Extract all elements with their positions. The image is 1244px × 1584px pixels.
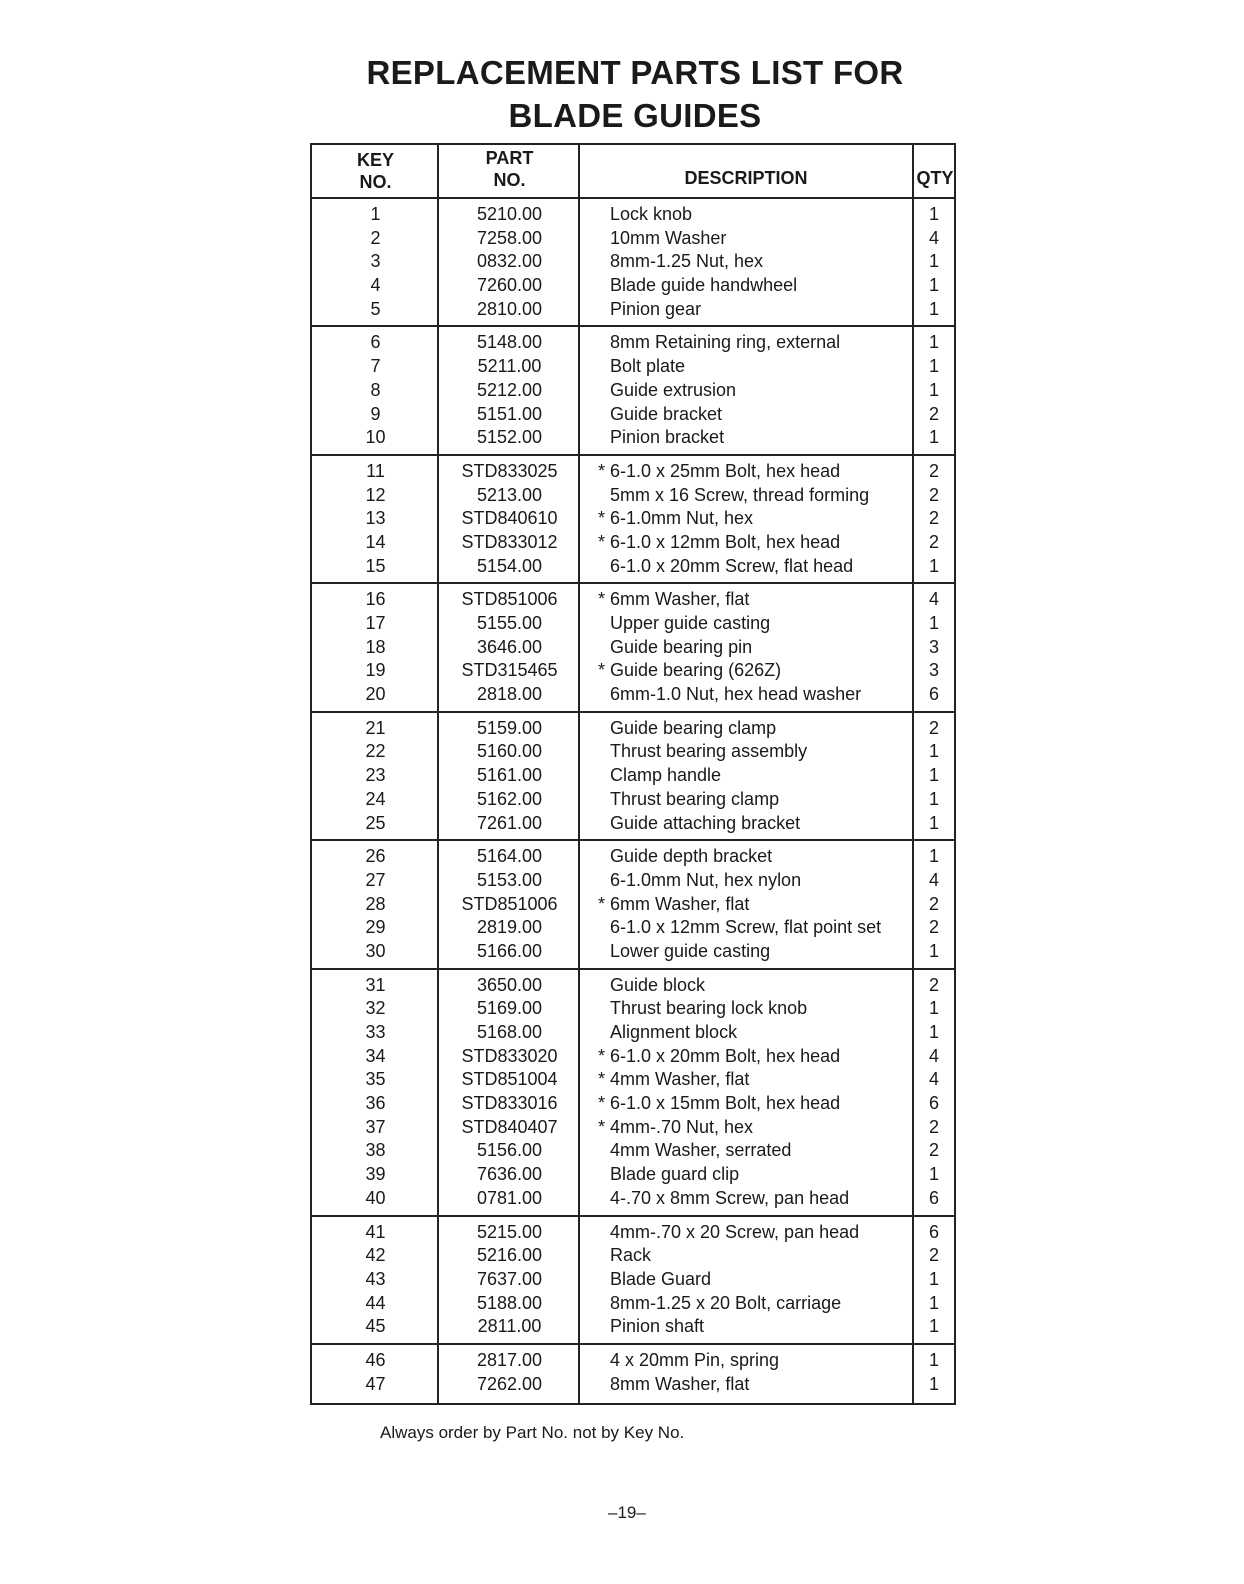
key-no: 12 — [365, 484, 386, 505]
quantity: 6 — [928, 684, 939, 705]
description: 6mm-1.0 Nut, hex head washer — [610, 684, 862, 705]
key-no: 36 — [365, 1093, 386, 1114]
part-no: 5152.00 — [476, 427, 543, 448]
quantity: 1 — [928, 379, 939, 400]
header-part-line2: NO. — [493, 170, 526, 190]
quantity: 2 — [928, 531, 939, 552]
table-row — [312, 940, 954, 964]
table-row — [312, 588, 954, 612]
table-row — [312, 1244, 954, 1268]
part-no: 2817.00 — [476, 1349, 543, 1370]
description: Rack — [610, 1245, 652, 1266]
replacement-star: * — [598, 893, 606, 914]
table-row — [312, 1021, 954, 1045]
part-no: STD851006 — [461, 589, 558, 610]
key-no: 39 — [365, 1164, 386, 1185]
quantity: 2 — [928, 508, 939, 529]
key-no: 41 — [365, 1221, 386, 1242]
row-group — [312, 584, 954, 712]
quantity: 6 — [928, 1093, 939, 1114]
replacement-star: * — [598, 660, 606, 681]
table-row — [312, 1315, 954, 1339]
table-row — [312, 460, 954, 484]
table-row — [312, 1349, 954, 1373]
quantity: 1 — [928, 765, 939, 786]
table-row — [312, 788, 954, 812]
table-row — [312, 403, 954, 427]
table-row — [312, 426, 954, 450]
table-row — [312, 1268, 954, 1292]
table-row — [312, 1045, 954, 1069]
key-no: 32 — [365, 998, 386, 1019]
description: 4mm-.70 x 20 Screw, pan head — [610, 1221, 860, 1242]
key-no: 40 — [365, 1187, 386, 1208]
quantity: 1 — [928, 332, 939, 353]
key-no: 33 — [365, 1022, 386, 1042]
key-no: 11 — [366, 460, 385, 481]
quantity: 1 — [928, 940, 939, 961]
part-no: 5164.00 — [476, 846, 543, 867]
table-row — [312, 355, 954, 379]
description: 8mm-1.25 x 20 Bolt, carriage — [610, 1292, 842, 1313]
table-row — [312, 379, 954, 403]
table-row — [312, 555, 954, 579]
part-no: 3650.00 — [476, 974, 543, 995]
key-no: 9 — [370, 403, 381, 424]
description: Clamp handle — [610, 765, 722, 786]
part-no: 5168.00 — [476, 1022, 543, 1042]
quantity: 2 — [928, 1140, 939, 1161]
key-no: 22 — [365, 741, 386, 762]
key-no: 20 — [365, 684, 386, 705]
quantity: 1 — [928, 1268, 939, 1289]
key-no: 10 — [365, 427, 386, 448]
header-key-line1: KEY — [356, 150, 394, 170]
key-no: 4 — [370, 275, 381, 296]
description: 6-1.0 x 25mm Bolt, hex head — [610, 460, 841, 481]
quantity: 2 — [928, 917, 939, 938]
part-no: 2819.00 — [476, 917, 543, 938]
description: Guide bearing pin — [610, 636, 753, 657]
description: Lock knob — [610, 204, 693, 224]
quantity: 1 — [928, 788, 939, 809]
table-row — [312, 717, 954, 741]
description: Lower guide casting — [610, 940, 771, 961]
table-row — [312, 1187, 954, 1211]
part-no: 5154.00 — [476, 555, 543, 576]
description: 10mm Washer — [610, 227, 727, 248]
row-group — [312, 713, 954, 841]
quantity: 1 — [928, 846, 939, 867]
replacement-star: * — [598, 589, 606, 610]
key-no: 16 — [365, 589, 386, 610]
header-part-line1: PART — [485, 148, 534, 168]
table-row — [312, 812, 954, 836]
description: Thrust bearing assembly — [610, 741, 808, 762]
key-no: 17 — [365, 613, 386, 633]
description: Guide bearing (626Z) — [610, 660, 782, 681]
quantity: 1 — [928, 204, 939, 224]
key-no: 28 — [365, 893, 386, 914]
part-no: 7636.00 — [476, 1164, 543, 1185]
table-row — [312, 764, 954, 788]
description: 6-1.0 x 15mm Bolt, hex head — [610, 1093, 841, 1114]
part-no: 5153.00 — [476, 869, 543, 890]
key-no: 45 — [365, 1316, 386, 1337]
table-row — [312, 227, 954, 251]
replacement-star: * — [598, 460, 606, 481]
key-no: 37 — [365, 1116, 386, 1137]
table-row — [312, 274, 954, 298]
table-row — [312, 916, 954, 940]
quantity: 1 — [928, 427, 939, 448]
description: 8mm-1.25 Nut, hex — [610, 251, 764, 272]
description: Guide bracket — [610, 403, 723, 424]
row-group — [312, 970, 954, 1217]
description: Blade guide handwheel — [610, 275, 798, 296]
key-no: 44 — [365, 1292, 386, 1313]
part-no: 5213.00 — [476, 484, 543, 505]
description: 8mm Retaining ring, external — [610, 332, 841, 353]
description: Thrust bearing clamp — [610, 788, 780, 809]
key-no: 47 — [365, 1373, 386, 1394]
quantity: 2 — [928, 717, 939, 738]
key-no: 6 — [370, 332, 381, 353]
table-row — [312, 1373, 954, 1397]
table-row — [312, 203, 954, 227]
row-group — [312, 1345, 954, 1415]
part-no: STD315465 — [461, 660, 558, 681]
row-group — [312, 327, 954, 455]
part-no: 5215.00 — [476, 1221, 543, 1242]
part-no: 5212.00 — [476, 379, 543, 400]
quantity: 1 — [928, 356, 939, 377]
key-no: 8 — [370, 379, 381, 400]
part-no: 0832.00 — [476, 251, 543, 272]
key-no: 18 — [365, 636, 386, 657]
part-no: STD833016 — [461, 1093, 558, 1114]
quantity: 1 — [928, 298, 939, 319]
quantity: 4 — [928, 227, 939, 248]
quantity: 2 — [928, 1245, 939, 1266]
description: Bolt plate — [610, 356, 686, 377]
description: 4mm Washer, serrated — [610, 1140, 792, 1161]
key-no: 27 — [365, 869, 386, 890]
header-part-no — [439, 147, 580, 191]
table-header — [312, 145, 954, 199]
key-no: 1 — [370, 204, 381, 224]
part-no: STD833012 — [461, 531, 558, 552]
description: Guide block — [610, 974, 706, 995]
description: Guide depth bracket — [610, 846, 773, 867]
key-no: 30 — [365, 940, 386, 961]
table-row — [312, 997, 954, 1021]
part-no: 5159.00 — [476, 717, 543, 738]
quantity: 4 — [928, 1045, 939, 1066]
quantity: 1 — [928, 275, 939, 296]
part-no: 5160.00 — [476, 741, 543, 762]
quantity: 1 — [928, 1292, 939, 1313]
key-no: 43 — [365, 1268, 386, 1289]
row-group — [312, 456, 954, 584]
part-no: 5161.00 — [476, 765, 543, 786]
key-no: 31 — [365, 974, 386, 995]
quantity: 1 — [928, 1316, 939, 1337]
part-no: 0781.00 — [476, 1187, 543, 1208]
key-no: 25 — [365, 812, 386, 833]
table-row — [312, 507, 954, 531]
part-no: 2810.00 — [476, 298, 543, 319]
table-row — [312, 1092, 954, 1116]
key-no: 38 — [365, 1140, 386, 1161]
part-no: STD840610 — [461, 508, 558, 529]
table-row — [312, 612, 954, 636]
description: Alignment block — [610, 1022, 738, 1042]
table-row — [312, 1221, 954, 1245]
part-no: STD851006 — [461, 893, 558, 914]
quantity: 3 — [928, 636, 939, 657]
table-row — [312, 531, 954, 555]
part-no: 5216.00 — [476, 1245, 543, 1266]
description: 6mm Washer, flat — [610, 893, 750, 914]
key-no: 46 — [365, 1349, 386, 1370]
description: 6-1.0 x 20mm Bolt, hex head — [610, 1045, 841, 1066]
description: 4mm-.70 Nut, hex — [610, 1116, 754, 1137]
description: 6-1.0mm Nut, hex — [610, 508, 754, 529]
key-no: 3 — [370, 251, 381, 272]
quantity: 1 — [928, 1164, 939, 1185]
replacement-star: * — [598, 1045, 606, 1066]
description: Pinion gear — [610, 298, 702, 319]
table-row — [312, 484, 954, 508]
quantity: 1 — [928, 251, 939, 272]
quantity: 4 — [928, 869, 939, 890]
footer-note: Always order by Part No. not by Key No. — [380, 1423, 685, 1442]
quantity: 1 — [928, 555, 939, 576]
quantity: 1 — [928, 998, 939, 1019]
part-no: 7637.00 — [476, 1268, 543, 1289]
replacement-star: * — [598, 508, 606, 529]
key-no: 42 — [365, 1245, 386, 1266]
table-row — [312, 845, 954, 869]
description: Pinion shaft — [610, 1316, 705, 1337]
part-no: 5169.00 — [476, 998, 543, 1019]
page-title-line1: REPLACEMENT PARTS LIST FOR — [366, 54, 904, 91]
page-number: –19– — [608, 1503, 646, 1522]
description: 6-1.0mm Nut, hex nylon — [610, 869, 802, 890]
description: Guide bearing clamp — [610, 717, 777, 738]
table-row — [312, 893, 954, 917]
quantity: 1 — [928, 1022, 939, 1042]
quantity: 2 — [928, 893, 939, 914]
replacement-star: * — [598, 1069, 606, 1090]
description: Blade guard clip — [610, 1164, 740, 1185]
description: Upper guide casting — [610, 613, 771, 633]
key-no: 14 — [365, 531, 386, 552]
part-no: 5210.00 — [476, 204, 543, 224]
key-no: 15 — [365, 555, 386, 576]
quantity: 4 — [928, 589, 939, 610]
table-row — [312, 331, 954, 355]
part-no: 3646.00 — [476, 636, 543, 657]
description: 6mm Washer, flat — [610, 589, 750, 610]
key-no: 19 — [365, 660, 386, 681]
quantity: 1 — [928, 1349, 939, 1370]
table-row — [312, 740, 954, 764]
table-row — [312, 250, 954, 274]
part-no: 5148.00 — [476, 332, 543, 353]
quantity: 6 — [928, 1221, 939, 1242]
replacement-star: * — [598, 1116, 606, 1137]
parts-table — [310, 143, 956, 1405]
replacement-star: * — [598, 1093, 606, 1114]
header-qty: QTY — [916, 168, 954, 188]
part-no: 5151.00 — [476, 403, 543, 424]
quantity: 1 — [928, 812, 939, 833]
header-key-no — [312, 149, 439, 193]
part-no: 2818.00 — [476, 684, 543, 705]
key-no: 24 — [365, 788, 386, 809]
quantity: 2 — [928, 460, 939, 481]
part-no: STD851004 — [461, 1069, 558, 1090]
table-row — [312, 1068, 954, 1092]
part-no: 5162.00 — [476, 788, 543, 809]
table-row — [312, 636, 954, 660]
description: 8mm Washer, flat — [610, 1373, 750, 1394]
table-row — [312, 1163, 954, 1187]
part-no: 5155.00 — [476, 613, 543, 633]
row-group — [312, 199, 954, 327]
part-no: 5156.00 — [476, 1140, 543, 1161]
table-row — [312, 683, 954, 707]
key-no: 29 — [365, 917, 386, 938]
table-row — [312, 1292, 954, 1316]
quantity: 2 — [928, 403, 939, 424]
key-no: 5 — [370, 298, 381, 319]
description: 5mm x 16 Screw, thread forming — [610, 484, 870, 505]
part-no: 7260.00 — [476, 275, 543, 296]
key-no: 7 — [370, 356, 381, 377]
table-row — [312, 1116, 954, 1140]
part-no: 7262.00 — [476, 1373, 543, 1394]
key-no: 23 — [365, 765, 386, 786]
quantity: 4 — [928, 1069, 939, 1090]
quantity: 3 — [928, 660, 939, 681]
row-group — [312, 1217, 954, 1345]
description: 6-1.0 x 12mm Screw, flat point set — [610, 917, 882, 938]
table-row — [312, 659, 954, 683]
header-key-line2: NO. — [359, 172, 392, 192]
key-no: 13 — [365, 508, 386, 529]
key-no: 2 — [370, 227, 381, 248]
part-no: 2811.00 — [477, 1316, 542, 1337]
part-no: STD833020 — [461, 1045, 558, 1066]
key-no: 35 — [365, 1069, 386, 1090]
table-row — [312, 974, 954, 998]
description: Guide attaching bracket — [610, 812, 801, 833]
description: 6-1.0 x 12mm Bolt, hex head — [610, 531, 841, 552]
part-no: STD833025 — [461, 460, 558, 481]
description: 4mm Washer, flat — [610, 1069, 750, 1090]
description: Guide extrusion — [610, 379, 737, 400]
table-body — [312, 199, 954, 1415]
replacement-star: * — [598, 531, 606, 552]
part-no: 7258.00 — [476, 227, 543, 248]
row-group — [312, 841, 954, 969]
quantity: 2 — [928, 974, 939, 995]
key-no: 21 — [365, 717, 386, 738]
quantity: 6 — [928, 1187, 939, 1208]
description: Thrust bearing lock knob — [610, 998, 808, 1019]
description: 4-.70 x 8mm Screw, pan head — [610, 1187, 850, 1208]
table-row — [312, 869, 954, 893]
part-no: 5211.00 — [477, 356, 542, 377]
table-row — [312, 1139, 954, 1163]
part-no: 5188.00 — [476, 1292, 543, 1313]
quantity: 2 — [928, 1116, 939, 1137]
description: 6-1.0 x 20mm Screw, flat head — [610, 555, 854, 576]
quantity: 1 — [928, 1373, 939, 1394]
key-no: 26 — [365, 846, 386, 867]
description: 4 x 20mm Pin, spring — [610, 1349, 780, 1370]
part-no: 7261.00 — [476, 812, 543, 833]
quantity: 1 — [928, 613, 939, 633]
quantity: 1 — [928, 741, 939, 762]
page-title-line2: BLADE GUIDES — [508, 97, 762, 134]
description: Pinion bracket — [610, 427, 725, 448]
header-description: DESCRIPTION — [684, 168, 808, 188]
part-no: STD840407 — [461, 1116, 558, 1137]
table-row — [312, 298, 954, 322]
quantity: 2 — [928, 484, 939, 505]
description: Blade Guard — [610, 1268, 712, 1289]
part-no: 5166.00 — [476, 940, 543, 961]
key-no: 34 — [365, 1045, 386, 1066]
